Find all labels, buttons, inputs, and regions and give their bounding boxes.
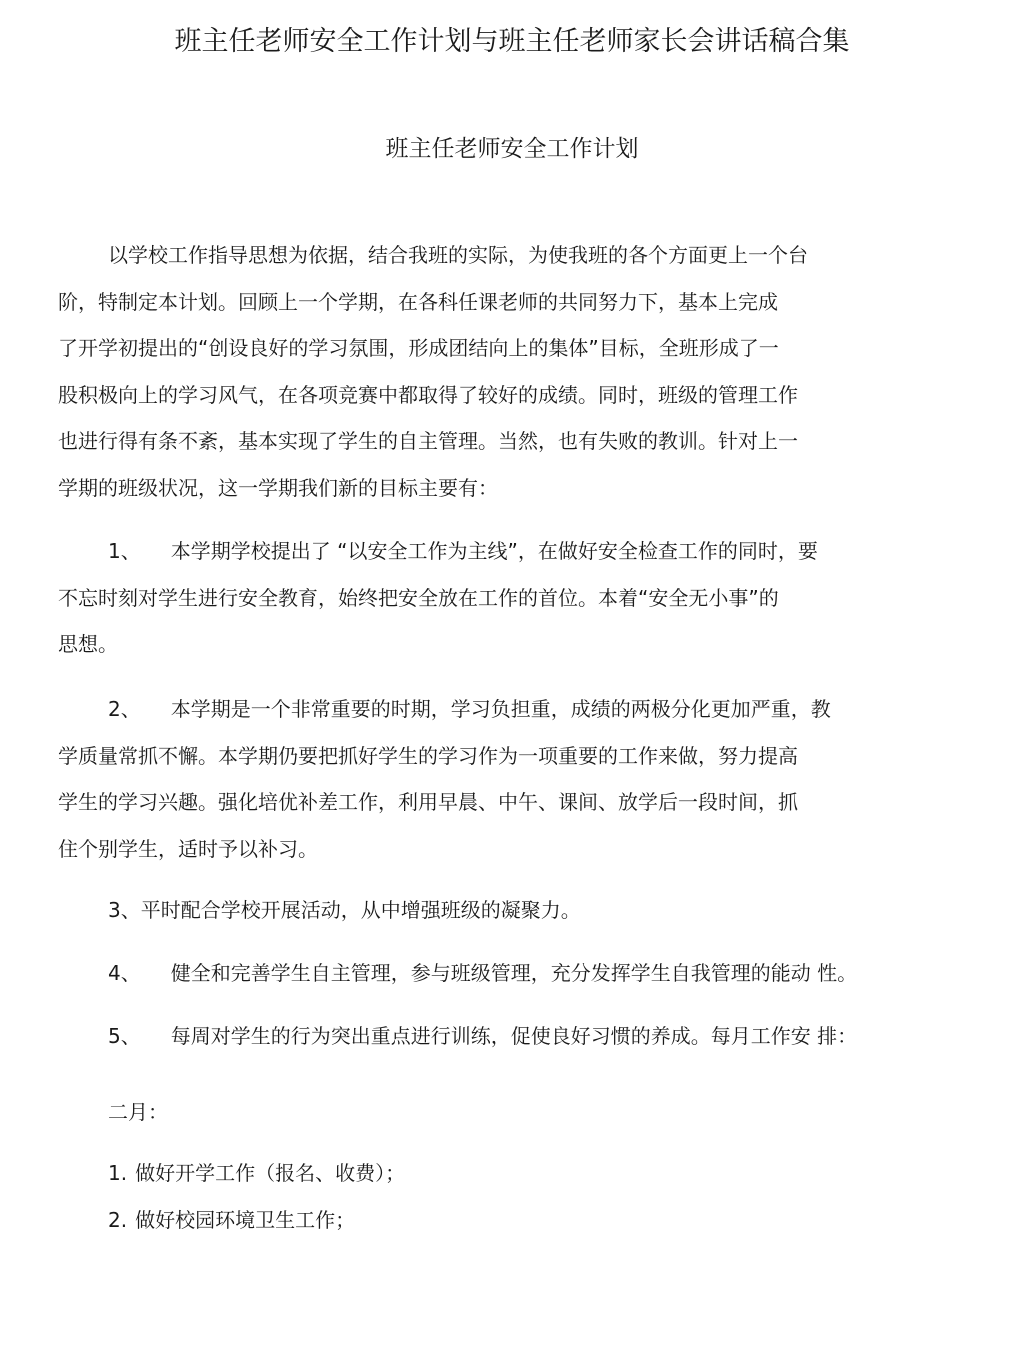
goal-item-1 [58, 528, 938, 668]
item-number: 5、 [108, 1024, 141, 1048]
paragraph-line [58, 686, 938, 733]
item-text: 本学期是一个非常重要的时期，学习负担重，成绩的两极分化更加严重，教 [170, 697, 831, 721]
month-heading-text: 二月： [108, 1100, 168, 1124]
paragraph-line: 不忘时刻对学生进行安全教育，始终把安全放在工作的首位。本着“安全无小事”的 [58, 585, 779, 610]
paragraph-line [58, 1197, 938, 1243]
paragraph-line: 学生的学习兴趣。强化培优补差工作，利用早晨、中午、课间、放学后一段时间，抓 [58, 790, 798, 814]
task-text: 做好校园环境卫生工作； [135, 1208, 356, 1232]
paragraph-line: 学期的班级状况，这一学期我们新的目标主要有： [58, 475, 498, 500]
paragraph-line: 了开学初提出的“创设良好的学习氛围，形成团结向上的集体”目标，全班形成了一 [58, 336, 779, 360]
item-text: 3、平时配合学校开展活动，从中增强班级的凝聚力。 [108, 898, 581, 922]
month-heading [58, 1089, 938, 1135]
paragraph-line: 阶，特制定本计划。回顾上一个学期，在各科任课老师的共同努力下，基本上完成 [58, 289, 778, 314]
goal-item-4 [58, 950, 938, 996]
task-item [58, 1197, 938, 1243]
item-text: 每周对学生的行为突出重点进行训练，促使良好习惯的养成。每月工作安 排： [170, 1024, 858, 1048]
paragraph-line: 住个别学生，适时予以补习。 [58, 836, 318, 861]
paragraph-line [58, 1150, 938, 1196]
task-number: 2. [108, 1208, 128, 1232]
task-item [58, 1150, 938, 1196]
paragraph-line [58, 528, 938, 575]
item-number: 2、 [108, 697, 141, 721]
task-number: 1. [108, 1161, 128, 1185]
paragraph-line: 股积极向上的学习风气，在各项竞赛中都取得了较好的成绩。同时，班级的管理工作 [58, 382, 798, 407]
paragraph-line [58, 1013, 938, 1059]
paragraph-line [58, 950, 938, 996]
item-number: 4、 [108, 961, 141, 985]
item-number: 1、 [108, 539, 141, 563]
item-text: 本学期学校提出了 “以安全工作为主线”，在做好安全检查工作的同时，要 [170, 539, 818, 563]
paragraph-line: 以学校工作指导思想为依据，结合我班的实际，为使我班的各个方面更上一个台 [108, 243, 808, 267]
document-title: 班主任老师安全工作计划与班主任老师家长会讲话稿合集 [174, 26, 850, 57]
paragraph-line: 思想。 [58, 632, 118, 656]
paragraph-line: 也进行得有条不紊，基本实现了学生的自主管理。当然，也有失败的教训。针对上一 [58, 429, 798, 453]
item-text: 健全和完善学生自主管理，参与班级管理，充分发挥学生自我管理的能动 性。 [170, 961, 858, 985]
goal-item-3 [58, 887, 938, 933]
section-title: 班主任老师安全工作计划 [385, 136, 639, 162]
intro-paragraph [58, 232, 938, 511]
task-text: 做好开学工作（报名、收费）； [135, 1161, 406, 1185]
goal-item-2 [58, 686, 938, 872]
paragraph-line: 学质量常抓不懈。本学期仍要把抓好学生的学习作为一项重要的工作来做，努力提高 [58, 743, 798, 768]
goal-item-5 [58, 1013, 938, 1059]
